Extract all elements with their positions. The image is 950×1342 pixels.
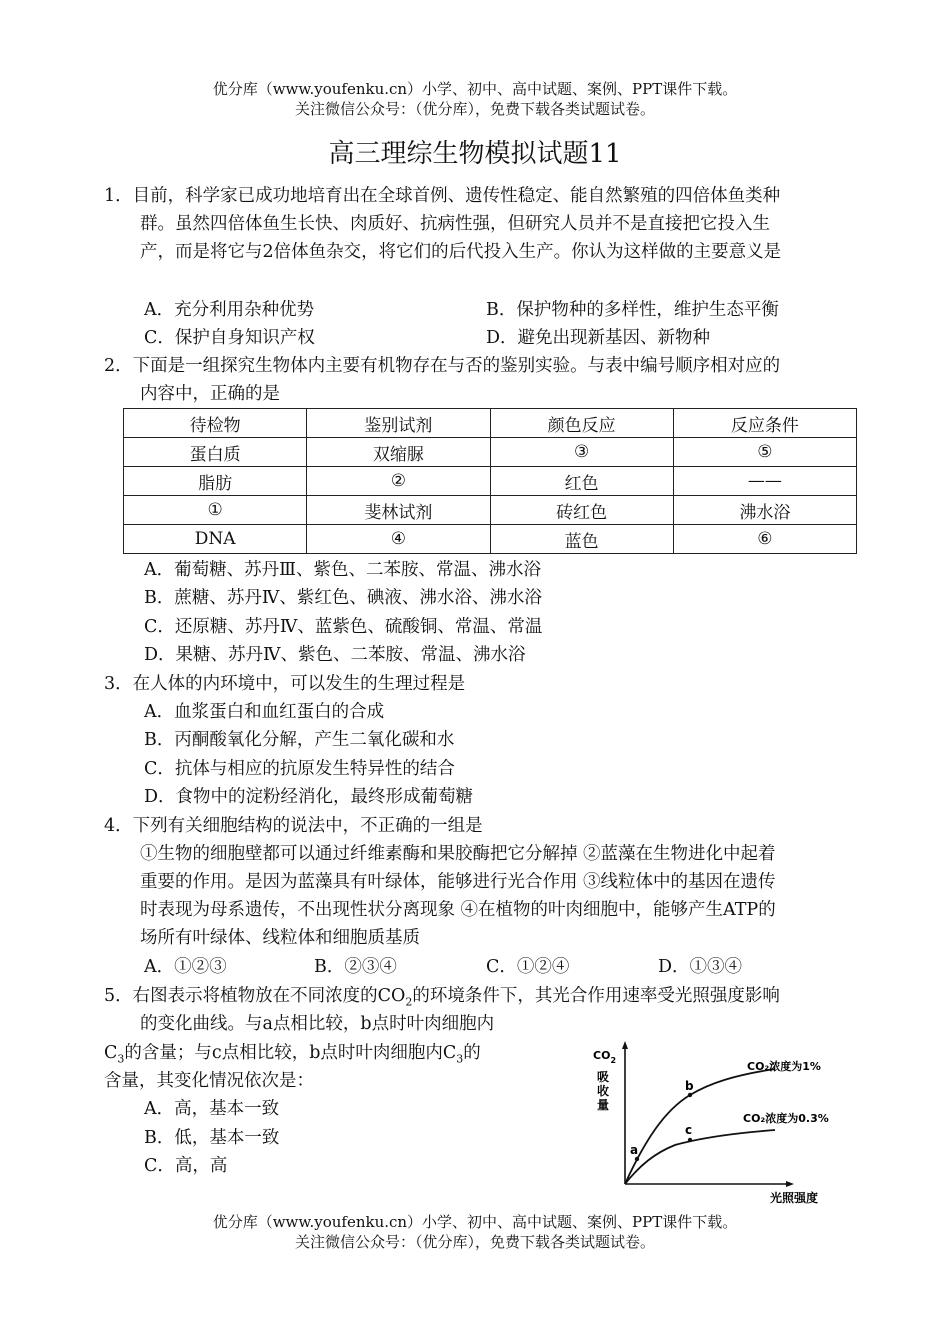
co2-light-curve-figure	[585, 1035, 855, 1210]
table-cell: ②	[307, 467, 490, 496]
q4-stem: 4．下列有关细胞结构的说法中，不正确的一组是	[104, 816, 483, 836]
point-b-marker	[688, 1093, 692, 1097]
q3-stem: 3．在人体的内环境中，可以发生的生理过程是	[104, 674, 466, 694]
q5-line-1	[104, 982, 780, 1010]
q2-line-1: 2．下面是一组探究生物体内主要有机物存在与否的鉴别实验。与表中编号顺序相对应的	[104, 356, 781, 376]
q5-option-b: B．低，基本一致	[144, 1128, 280, 1148]
q5-line-1-a: 5．右图表示将植物放在不同浓度的CO	[104, 986, 406, 1006]
point-a-label: a	[630, 1143, 639, 1157]
q5-line-1-b: 的环境条件下，其光合作用速率受光照强度影响	[412, 986, 780, 1006]
q2-option-c: C．还原糖、苏丹Ⅳ、蓝紫色、硫酸铜、常温、常温	[144, 617, 543, 637]
q5-line-3-a: C	[104, 1043, 118, 1063]
table-cell: 双缩脲	[307, 438, 490, 467]
table-cell: ①	[124, 496, 307, 525]
table-header-cell: 待检物	[124, 409, 307, 438]
curve-label-0-3pct: CO₂浓度为0.3%	[743, 1112, 829, 1125]
q4-line-4: 场所有叶绿体、线粒体和细胞质基质	[140, 928, 420, 948]
q1-option-b: B．保护物种的多样性，维护生态平衡	[486, 300, 779, 320]
page-title: 高三理综生物模拟试题11	[328, 139, 622, 169]
x-axis-arrow	[786, 1181, 794, 1187]
q5-line-3-b: 的含量；与c点相比较，b点时叶肉细胞内C	[124, 1043, 457, 1063]
table-header-row	[124, 409, 857, 438]
q1-line-3: 产，而是将它与2倍体鱼杂交，将它们的后代投入生产。你认为这样做的主要意义是	[140, 242, 782, 262]
footer-line-1: 优分库（www.youfenku.cn）小学、初中、高中试题、案例、PPT课件下载。	[212, 1213, 738, 1231]
q4-option-a: A．①②③	[144, 957, 227, 977]
q4-option-d: D．①③④	[658, 957, 743, 977]
q2-line-2: 内容中，正确的是	[140, 384, 280, 404]
table-header-cell: 鉴别试剂	[307, 409, 490, 438]
co2-subscript: 2	[405, 995, 413, 1009]
q3-option-a: A．血浆蛋白和血红蛋白的合成	[144, 702, 385, 722]
q5-line-2: 的变化曲线。与a点相比较，b点时叶肉细胞内	[140, 1014, 495, 1034]
q3-option-c: C．抗体与相应的抗原发生特异性的结合	[144, 759, 455, 779]
table-cell: ③	[490, 438, 673, 467]
q2-option-b: B．蔗糖、苏丹Ⅳ、紫红色、碘液、沸水浴、沸水浴	[144, 588, 542, 608]
table-cell: ——	[673, 467, 856, 496]
point-b-label: b	[685, 1079, 694, 1093]
q2-option-d: D．果糖、苏丹Ⅳ、紫色、二苯胺、常温、沸水浴	[144, 645, 526, 665]
table-row	[124, 525, 857, 554]
q1-line-1: 1．目前，科学家已成功地培育出在全球首例、遗传性稳定、能自然繁殖的四倍体鱼类种	[104, 186, 781, 206]
table-cell: 斐林试剂	[307, 496, 490, 525]
table-cell: 脂肪	[124, 467, 307, 496]
y-axis-label-co2: $CO_2$	[593, 1049, 617, 1065]
y-axis-label-char: 吸	[597, 1070, 610, 1084]
table-cell: ⑥	[673, 525, 856, 554]
table-cell: 沸水浴	[673, 496, 856, 525]
q5-line-3	[104, 1039, 481, 1067]
q4-line-2: 重要的作用。是因为蓝藻具有叶绿体，能够进行光合作用 ③线粒体中的基因在遗传	[140, 872, 776, 892]
header-line-1: 优分库（www.youfenku.cn）小学、初中、高中试题、案例、PPT课件下载。	[212, 80, 738, 98]
q5-line-4: 含量，其变化情况依次是：	[104, 1071, 314, 1091]
c3-subscript: 3	[117, 1052, 125, 1066]
q4-option-c: C．①②④	[486, 957, 570, 977]
q4-line-1: ①生物的细胞壁都可以通过纤维素酶和果胶酶把它分解掉 ②蓝藻在生物进化中起着	[140, 844, 776, 864]
curve-co2-1pct	[625, 1069, 775, 1184]
y-axis-arrow	[622, 1041, 628, 1049]
q5-option-a: A．高，基本一致	[144, 1099, 280, 1119]
q4-line-3: 时表现为母系遗传，不出现性状分离现象 ④在植物的叶肉细胞中，能够产生ATP的	[140, 900, 776, 920]
point-c-label: c	[685, 1123, 693, 1137]
y-axis-label-char: 量	[597, 1098, 610, 1112]
table-row	[124, 496, 857, 525]
table-cell: 蛋白质	[124, 438, 307, 467]
reagent-table	[123, 408, 857, 554]
c3-subscript: 3	[456, 1052, 464, 1066]
curve-label-1pct: CO₂浓度为1%	[747, 1060, 821, 1073]
q5-line-3-c: 的	[463, 1043, 481, 1063]
table-cell: 砖红色	[490, 496, 673, 525]
q5-option-c: C．高，高	[144, 1156, 228, 1176]
table-row	[124, 467, 857, 496]
table-cell: DNA	[124, 525, 307, 554]
table-cell: 蓝色	[490, 525, 673, 554]
table-cell: ④	[307, 525, 490, 554]
table-cell: ⑤	[673, 438, 856, 467]
table-header-cell: 颜色反应	[490, 409, 673, 438]
header-line-2: 关注微信公众号：（优分库），免费下载各类试题试卷。	[294, 100, 655, 118]
x-axis-label: 光照强度	[770, 1191, 819, 1205]
table-header-cell: 反应条件	[673, 409, 856, 438]
table-row	[124, 438, 857, 467]
q2-option-a: A．葡萄糖、苏丹Ⅲ、紫色、二苯胺、常温、沸水浴	[144, 560, 542, 580]
q1-line-2: 群。虽然四倍体鱼生长快、肉质好、抗病性强，但研究人员并不是直接把它投入生	[140, 214, 770, 234]
point-a-marker	[635, 1157, 639, 1161]
footer-line-2: 关注微信公众号：（优分库），免费下载各类试题试卷。	[294, 1233, 655, 1251]
point-c-marker	[688, 1138, 692, 1142]
table-cell: 红色	[490, 467, 673, 496]
q4-option-b: B．②③④	[314, 957, 397, 977]
q3-option-b: B．丙酮酸氧化分解，产生二氧化碳和水	[144, 730, 455, 750]
q1-option-a: A．充分利用杂种优势	[144, 300, 315, 320]
y-axis-label-char: 收	[597, 1084, 610, 1098]
curve-co2-0-3pct	[625, 1130, 775, 1184]
q1-option-d: D．避免出现新基因、新物种	[486, 328, 711, 348]
q1-option-c: C．保护自身知识产权	[144, 328, 315, 348]
q3-option-d: D．食物中的淀粉经消化，最终形成葡萄糖	[144, 787, 474, 807]
